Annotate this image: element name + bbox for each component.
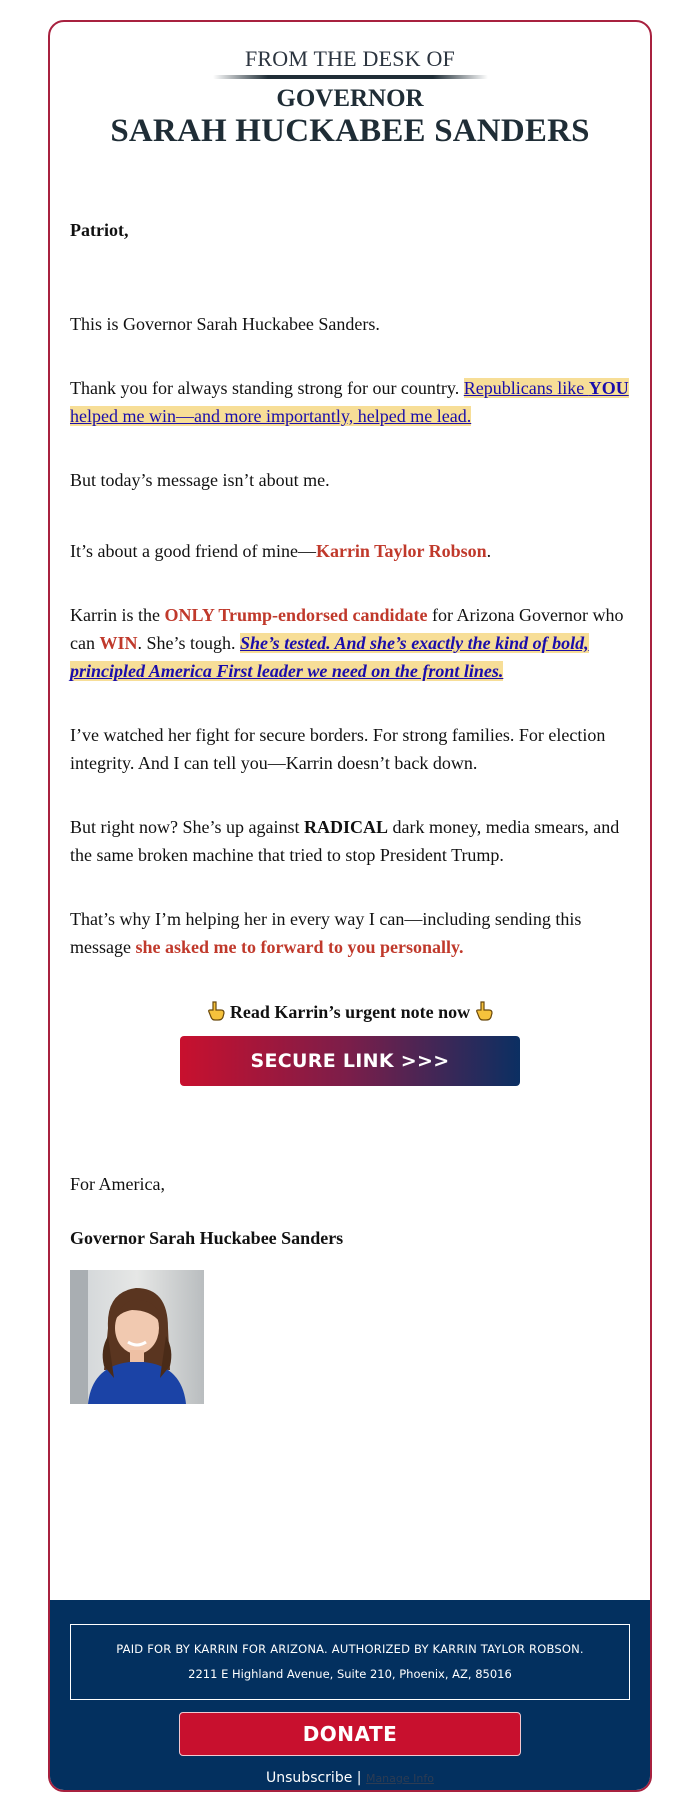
governor-title: GOVERNOR bbox=[276, 85, 424, 112]
trump-endorsed-highlight: ONLY Trump-endorsed candidate bbox=[164, 605, 428, 625]
cta-heading bbox=[70, 998, 630, 1026]
link-text-a: Republicans like bbox=[463, 378, 589, 398]
forward-highlight: she asked me to forward to you personally. bbox=[135, 937, 464, 957]
campaign-address: 2211 E Highland Avenue, Suite 210, Phoenix, AZ, 85016 bbox=[188, 1667, 512, 1681]
footer bbox=[50, 1600, 650, 1792]
win-highlight: WIN bbox=[99, 633, 138, 653]
paid-for-disclaimer: PAID FOR BY KARRIN FOR ARIZONA. AUTHORIZED BY KARRIN TAYLOR ROBSON. bbox=[116, 1642, 584, 1656]
friend-end: . bbox=[486, 541, 492, 561]
paragraph-endorsement bbox=[70, 601, 630, 685]
from-desk-label: FROM THE DESK OF bbox=[245, 46, 455, 71]
radical-bold: RADICAL bbox=[303, 817, 388, 837]
friend-text: It’s about a good friend of mine— bbox=[70, 541, 316, 561]
endorse-text-b: for Arizona Governor who can bbox=[70, 605, 624, 653]
paragraph-fight: I’ve watched her fight for secure borders. For strong families. For election integrity. And I can tell you—Karrin doesn’t back down. bbox=[70, 725, 606, 773]
radical-text-b: dark money, media smears, and the same broken machine that tried to stop President Trump. bbox=[70, 817, 620, 865]
secure-link-button[interactable]: SECURE LINK >>> bbox=[180, 1036, 520, 1086]
paragraph-friend bbox=[70, 537, 630, 565]
governor-portrait-image bbox=[70, 1270, 204, 1404]
donate-button[interactable]: DONATE bbox=[179, 1712, 521, 1756]
paragraph-forward bbox=[70, 905, 630, 961]
paragraph-not-about-me: But today’s message isn’t about me. bbox=[70, 470, 330, 490]
radical-text-a: But right now? She’s up against bbox=[70, 817, 304, 837]
tested-leader-link[interactable]: She’s tested. And she’s exactly the kind of bold, principled America First leader we need on the front lines. bbox=[70, 633, 589, 681]
governor-name: SARAH HUCKABEE SANDERS bbox=[110, 113, 590, 149]
email-card bbox=[48, 20, 652, 1792]
unsubscribe-line bbox=[50, 1770, 650, 1786]
unsubscribe-link[interactable]: Unsubscribe bbox=[266, 1770, 353, 1786]
link-text-you: YOU bbox=[588, 378, 629, 398]
letterhead bbox=[50, 22, 650, 149]
link-text-c: helped me win—and more importantly, helped me lead. bbox=[70, 406, 472, 426]
signature: Governor Sarah Huckabee Sanders bbox=[70, 1228, 344, 1248]
pointing-down-hand-icon bbox=[475, 1001, 493, 1021]
footer-separator: | bbox=[356, 1770, 362, 1786]
salutation: Patriot, bbox=[70, 220, 129, 240]
closing: For America, bbox=[70, 1174, 165, 1194]
thanks-text: Thank you for always standing strong for our country. bbox=[70, 378, 464, 398]
letter-body bbox=[50, 216, 650, 1404]
paragraph-intro: This is Governor Sarah Huckabee Sanders. bbox=[70, 314, 380, 334]
endorse-text-a: Karrin is the bbox=[70, 605, 165, 625]
endorse-text-c: . She’s tough. bbox=[137, 633, 241, 653]
paragraph-radical bbox=[70, 813, 630, 869]
letterhead-divider bbox=[213, 75, 488, 79]
disclaimer-box bbox=[70, 1624, 630, 1700]
governor-photo bbox=[70, 1270, 204, 1404]
paragraph-thanks bbox=[70, 374, 630, 430]
karrin-name: Karrin Taylor Robson bbox=[315, 541, 487, 561]
manage-info-link[interactable]: Manage Info bbox=[365, 1772, 434, 1785]
forward-text: That’s why I’m helping her in every way I can—including sending this message bbox=[70, 909, 582, 957]
pointing-down-hand-icon bbox=[207, 1001, 225, 1021]
cta-text: Read Karrin’s urgent note now bbox=[229, 1002, 471, 1022]
